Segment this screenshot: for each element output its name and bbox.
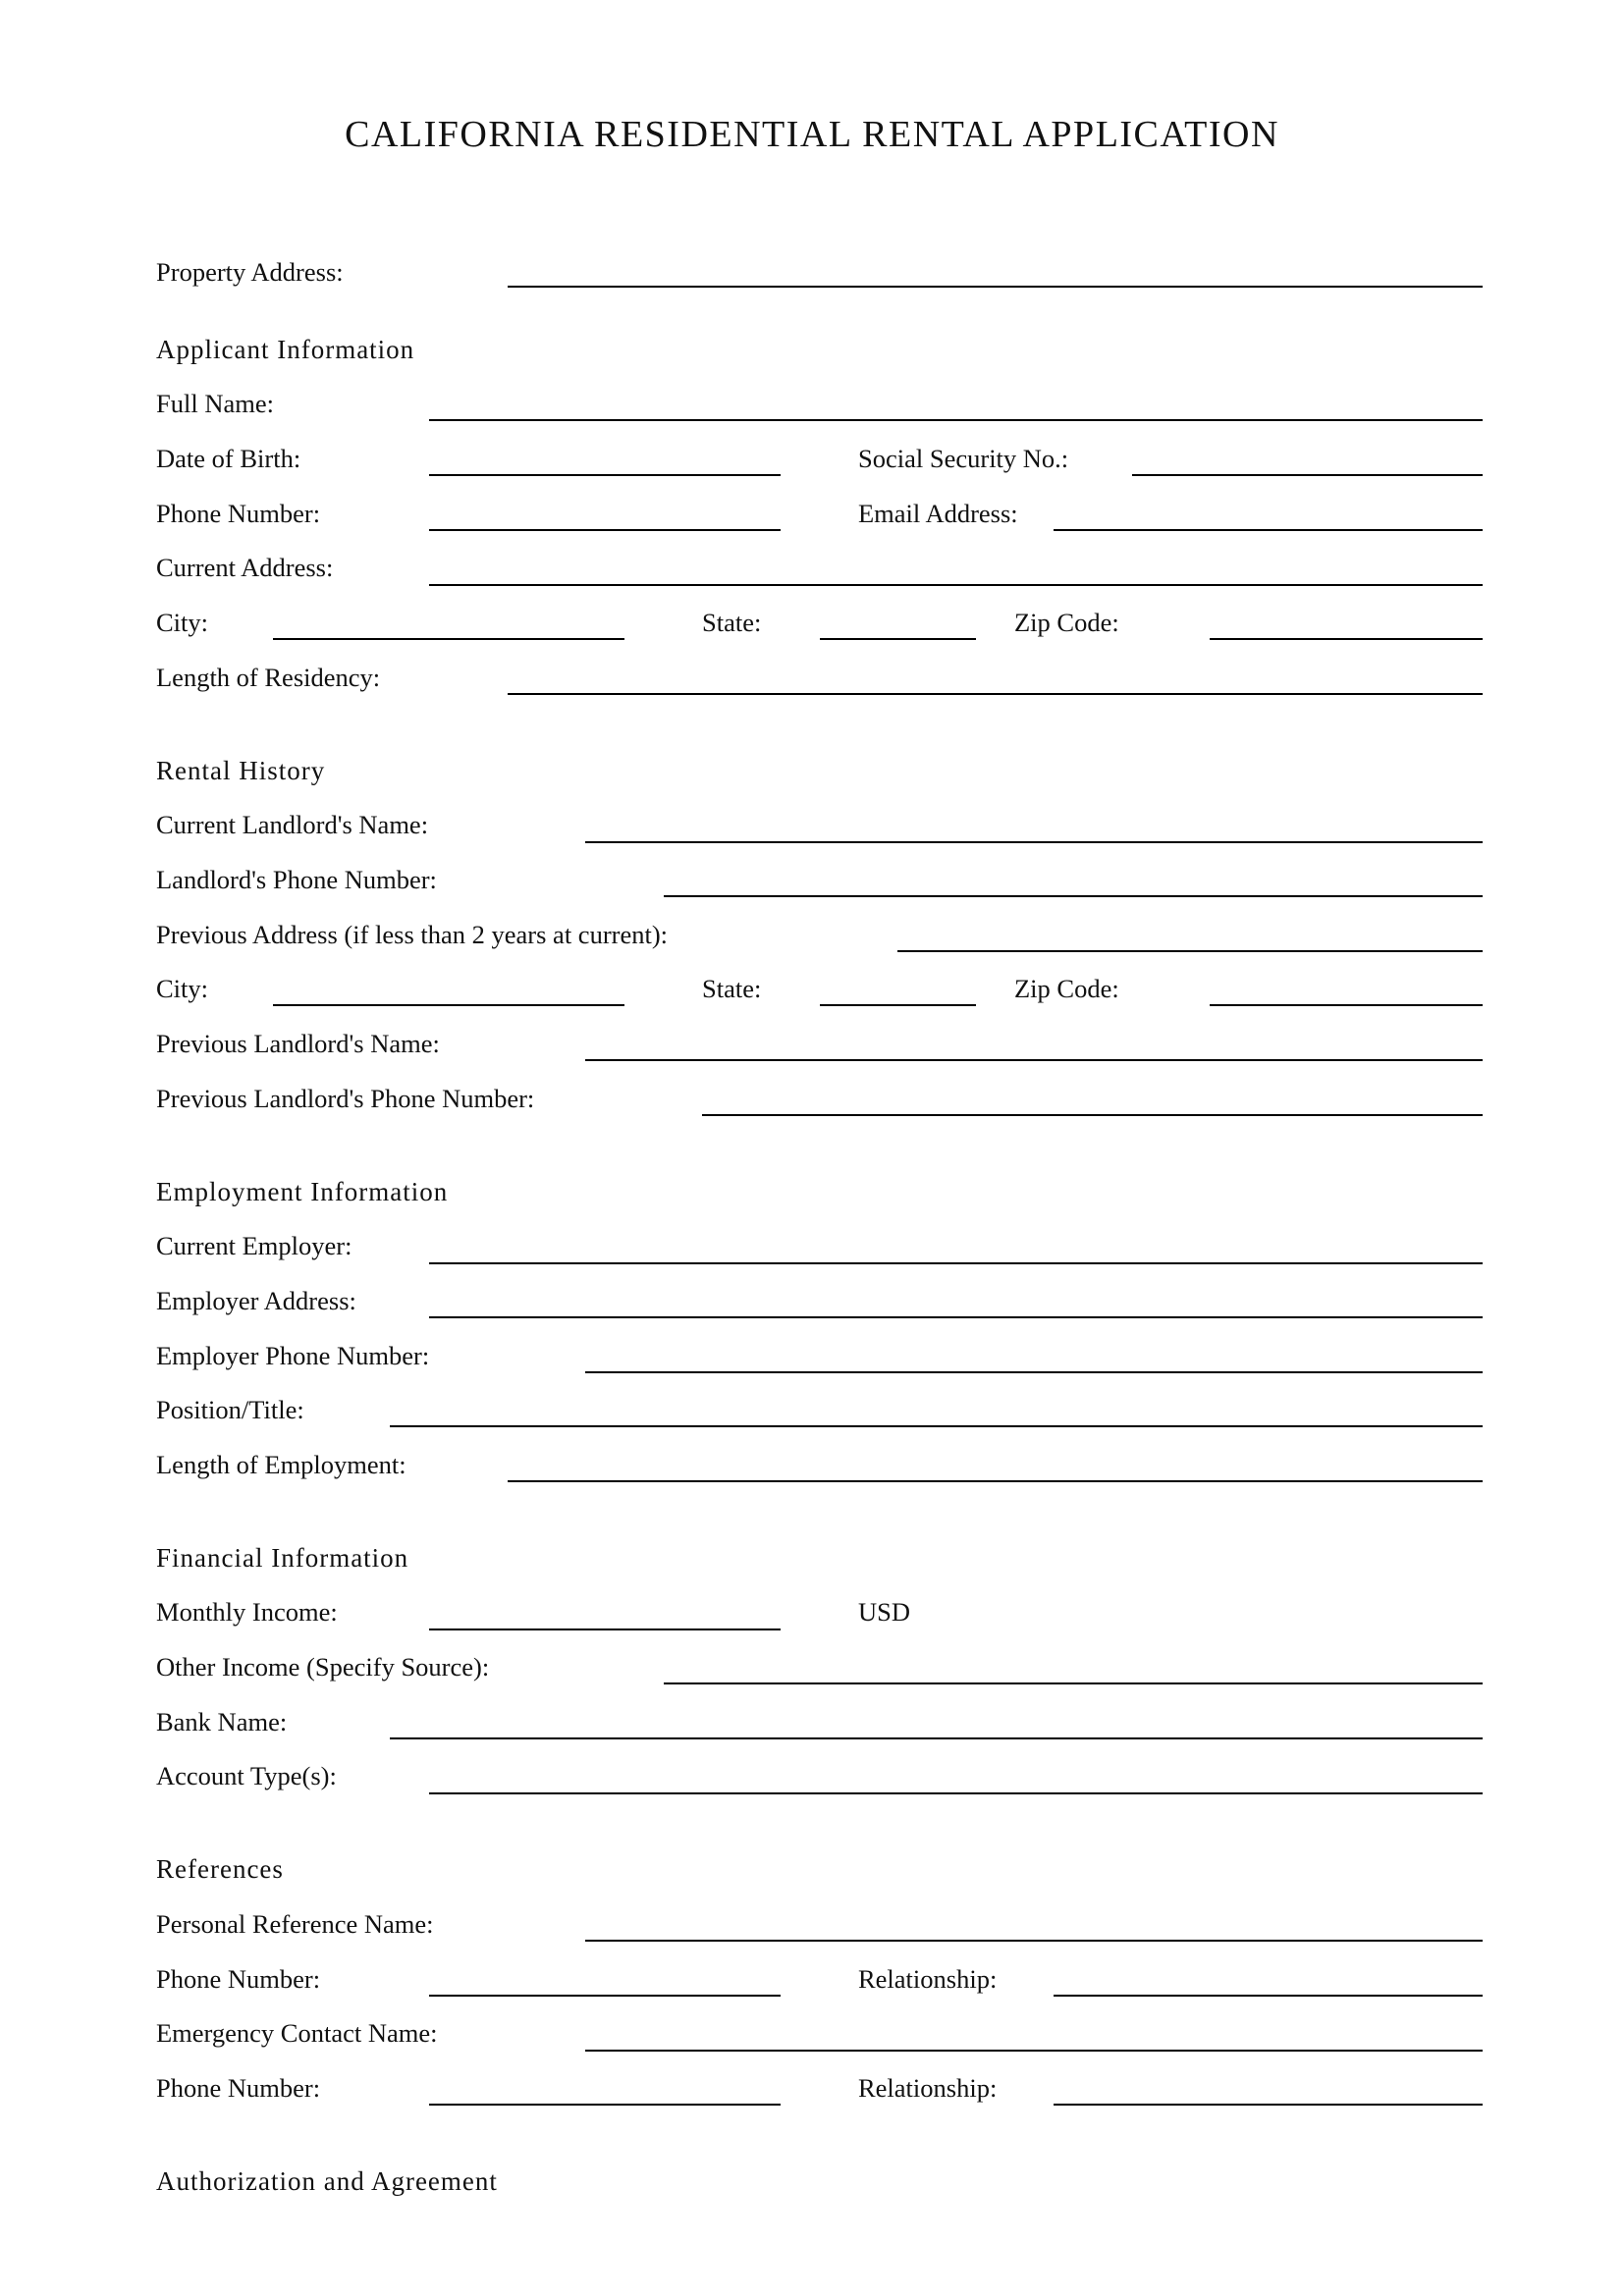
position-title-field[interactable] (390, 1425, 1483, 1427)
previous-address-label: Previous Address (if less than 2 years at current): (156, 920, 669, 949)
employer-address-field[interactable] (429, 1316, 1483, 1318)
reference-relationship-label: Relationship: (858, 1964, 998, 1994)
emergency-contact-name-label: Emergency Contact Name: (156, 2018, 438, 2048)
applicant-information-heading: Applicant Information (156, 335, 415, 364)
rental-history-heading: Rental History (156, 756, 326, 785)
city-label: City: (156, 608, 209, 637)
other-income-field[interactable] (664, 1682, 1483, 1684)
other-income-label: Other Income (Specify Source): (156, 1652, 490, 1682)
account-types-field[interactable] (429, 1792, 1483, 1794)
previous-landlord-phone-label: Previous Landlord's Phone Number: (156, 1084, 535, 1113)
previous-landlord-phone-field[interactable] (702, 1114, 1483, 1116)
state-field[interactable] (820, 638, 976, 640)
email-address-label: Email Address: (858, 499, 1018, 528)
emergency-contact-name-field[interactable] (585, 2050, 1483, 2052)
position-title-label: Position/Title: (156, 1395, 304, 1424)
current-employer-field[interactable] (429, 1262, 1483, 1264)
current-landlord-name-label: Current Landlord's Name: (156, 810, 429, 839)
employment-information-heading: Employment Information (156, 1177, 449, 1206)
reference-relationship-field[interactable] (1054, 1995, 1483, 1997)
previous-city-label: City: (156, 974, 209, 1003)
zip-code-field[interactable] (1210, 638, 1483, 640)
previous-state-label: State: (702, 974, 762, 1003)
authorization-agreement-heading: Authorization and Agreement (156, 2166, 498, 2196)
length-of-employment-label: Length of Employment: (156, 1450, 406, 1479)
references-heading: References (156, 1854, 284, 1884)
current-landlord-name-field[interactable] (585, 841, 1483, 843)
financial-information-heading: Financial Information (156, 1543, 409, 1573)
page-title: CALIFORNIA RESIDENTIAL RENTAL APPLICATION (345, 114, 1279, 155)
previous-landlord-name-field[interactable] (585, 1059, 1483, 1061)
monthly-income-field[interactable] (429, 1629, 781, 1630)
length-of-employment-field[interactable] (508, 1480, 1483, 1482)
phone-number-field[interactable] (429, 529, 781, 531)
emergency-relationship-label: Relationship: (858, 2073, 998, 2103)
employer-phone-label: Employer Phone Number: (156, 1341, 430, 1370)
previous-city-field[interactable] (273, 1004, 624, 1006)
reference-phone-label: Phone Number: (156, 1964, 321, 1994)
current-address-field[interactable] (429, 584, 1483, 586)
date-of-birth-field[interactable] (429, 474, 781, 476)
length-of-residency-field[interactable] (508, 693, 1483, 695)
zip-code-label: Zip Code: (1014, 608, 1119, 637)
emergency-phone-field[interactable] (429, 2104, 781, 2106)
state-label: State: (702, 608, 762, 637)
full-name-label: Full Name: (156, 389, 274, 418)
date-of-birth-label: Date of Birth: (156, 444, 301, 473)
email-address-field[interactable] (1054, 529, 1483, 531)
current-address-label: Current Address: (156, 553, 334, 582)
currency-label: USD (858, 1597, 911, 1627)
reference-phone-field[interactable] (429, 1995, 781, 1997)
previous-zip-code-field[interactable] (1210, 1004, 1483, 1006)
personal-reference-name-label: Personal Reference Name: (156, 1909, 434, 1939)
city-field[interactable] (273, 638, 624, 640)
monthly-income-label: Monthly Income: (156, 1597, 338, 1627)
landlord-phone-field[interactable] (664, 895, 1483, 897)
full-name-field[interactable] (429, 419, 1483, 421)
landlord-phone-label: Landlord's Phone Number: (156, 865, 437, 894)
bank-name-label: Bank Name: (156, 1707, 288, 1736)
length-of-residency-label: Length of Residency: (156, 663, 381, 692)
current-employer-label: Current Employer: (156, 1231, 352, 1260)
property-address-label: Property Address: (156, 257, 344, 287)
property-address-field[interactable] (508, 286, 1483, 288)
ssn-field[interactable] (1132, 474, 1483, 476)
previous-zip-code-label: Zip Code: (1014, 974, 1119, 1003)
previous-landlord-name-label: Previous Landlord's Name: (156, 1029, 440, 1058)
ssn-label: Social Security No.: (858, 444, 1069, 473)
emergency-phone-label: Phone Number: (156, 2073, 321, 2103)
employer-phone-field[interactable] (585, 1371, 1483, 1373)
personal-reference-name-field[interactable] (585, 1940, 1483, 1942)
previous-state-field[interactable] (820, 1004, 976, 1006)
phone-number-label: Phone Number: (156, 499, 321, 528)
emergency-relationship-field[interactable] (1054, 2104, 1483, 2106)
bank-name-field[interactable] (390, 1737, 1483, 1739)
account-types-label: Account Type(s): (156, 1761, 337, 1790)
previous-address-field[interactable] (897, 950, 1483, 952)
employer-address-label: Employer Address: (156, 1286, 356, 1315)
